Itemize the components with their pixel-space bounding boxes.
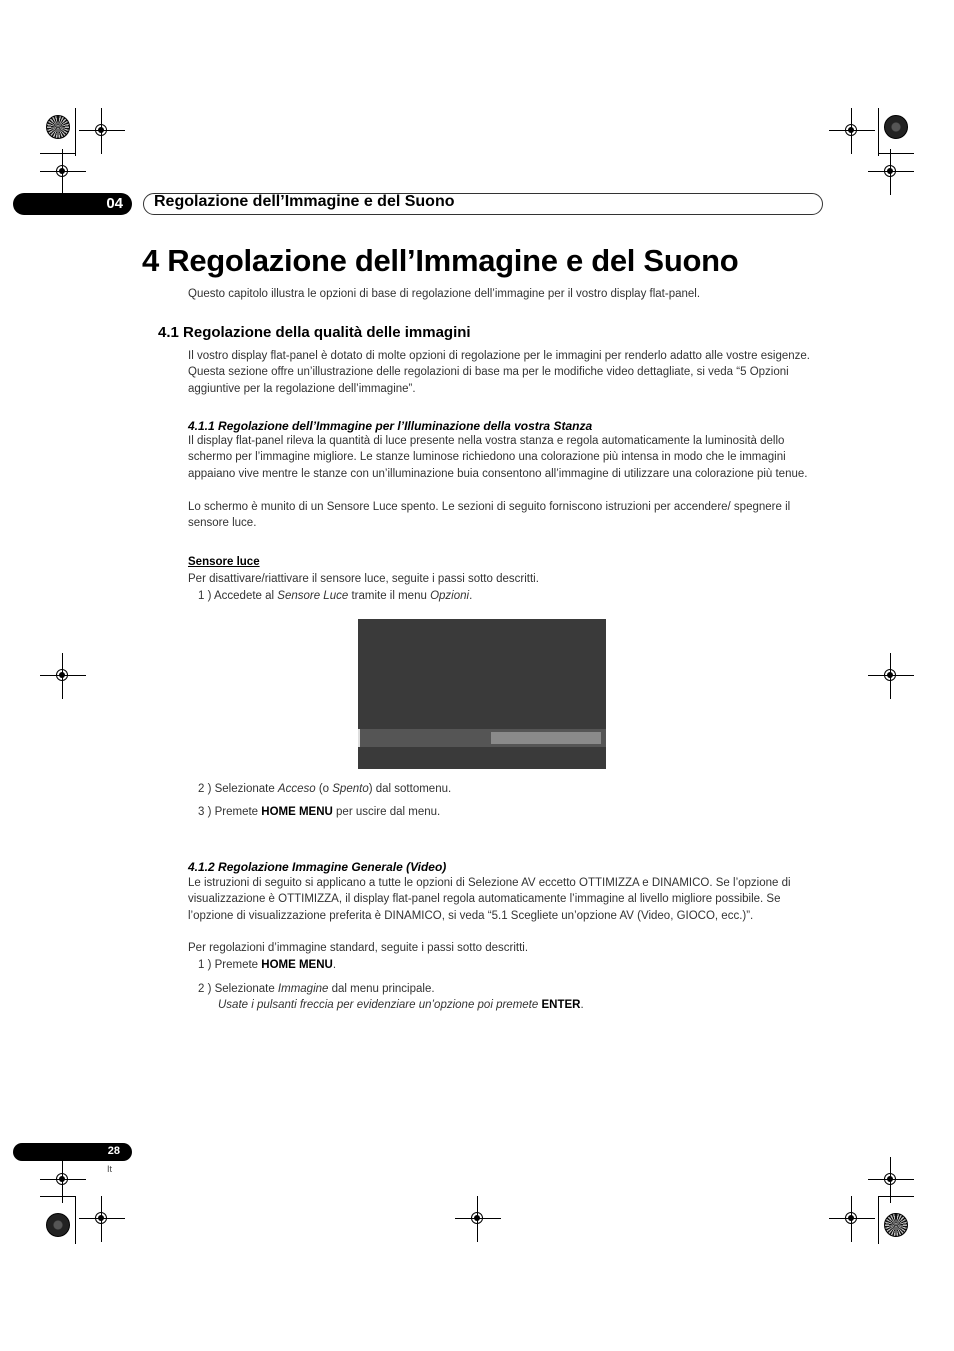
trim-line bbox=[40, 153, 76, 154]
menu-value-field bbox=[491, 732, 601, 744]
intro-paragraph: Questo capitolo illustra le opzioni di base di regolazione dell’immagine per il vostro display flat-panel. bbox=[188, 288, 701, 300]
menu-screenshot bbox=[358, 619, 606, 769]
trim-line bbox=[878, 1196, 914, 1197]
step-item: 2 ) Selezionate Acceso (o Spento) dal sottomenu. bbox=[198, 783, 452, 795]
trim-line bbox=[878, 1196, 879, 1244]
section-paragraph: Le istruzioni di seguito si applicano a tutte le opzioni di Selezione AV eccetto OTTIMIZZA e DINAMICO. Se l’opzione di visualizzazione è OTTIMIZZA, il display flat-panel regola automaticamente l’immagine al livello migliore possibile. Se l’opzione di visualizzazione preferita è DINAMICO, si veda “5.1 Scegliete un’opzione AV (Video, GIOCO, ecc.)”. bbox=[188, 877, 791, 922]
crop-mark-icon bbox=[40, 653, 86, 699]
crop-mark-icon bbox=[868, 149, 914, 195]
trim-line bbox=[878, 108, 879, 156]
crop-mark-icon bbox=[829, 108, 875, 154]
page-title: 4 Regolazione dell’Immagine e del Suono bbox=[142, 243, 739, 278]
subsection-heading: 4.1.2 Regolazione Immagine Generale (Video) bbox=[188, 860, 447, 874]
registration-target-icon bbox=[884, 1213, 908, 1237]
registration-target-icon bbox=[884, 115, 908, 139]
trim-line bbox=[878, 153, 914, 154]
subsection-heading: 4.1.1 Regolazione dell’Immagine per l’Illuminazione della vostra Stanza bbox=[188, 419, 593, 433]
registration-target-icon bbox=[46, 115, 70, 139]
step-item: 1 ) Premete HOME MENU. bbox=[198, 959, 337, 971]
crop-mark-icon bbox=[868, 653, 914, 699]
crop-mark-icon bbox=[79, 1196, 125, 1242]
crop-mark-icon bbox=[79, 108, 125, 154]
chapter-number: 04 bbox=[106, 195, 123, 212]
registration-target-icon bbox=[46, 1213, 70, 1237]
trim-line bbox=[75, 1196, 76, 1244]
crop-mark-icon bbox=[40, 149, 86, 195]
page-number-badge bbox=[13, 1143, 132, 1161]
subheading-sensore-luce: Sensore luce bbox=[188, 556, 260, 568]
chapter-badge bbox=[13, 193, 132, 215]
section-paragraph: Il display flat-panel rileva la quantità di luce presente nella vostra stanza e regola automaticamente la luminosità dello schermo per l’immagine migliore. Le stanze luminose richiedono una colorazione più intensa in modo che le immagini appaiano vive mentre le stanze con un’illuminazione buia consentono all’immagine di utilizzare una colorazione più tenue. bbox=[188, 435, 808, 480]
section-paragraph: Lo schermo è munito di un Sensore Luce spento. Le sezioni di seguito forniscono istruzioni per accendere/ spegnere il sensore luce. bbox=[188, 501, 791, 530]
crop-mark-icon bbox=[455, 1196, 501, 1242]
section-paragraph: Per regolazioni d’immagine standard, seguite i passi sotto descritti. bbox=[188, 942, 529, 954]
running-header-title: Regolazione dell’Immagine e del Suono bbox=[154, 193, 455, 210]
menu-highlight-row bbox=[358, 729, 606, 747]
section-heading: 4.1 Regolazione della qualità delle immagini bbox=[158, 324, 471, 341]
step-item: 3 ) Premete HOME MENU per uscire dal menu. bbox=[198, 806, 441, 818]
trim-line bbox=[75, 108, 76, 156]
step-item: 1 ) Accedete al Sensore Luce tramite il menu Opzioni. bbox=[198, 590, 473, 602]
page-number: 28 bbox=[107, 1145, 120, 1157]
step-item: 2 ) Selezionate Immagine dal menu principale. bbox=[198, 983, 435, 995]
language-code: It bbox=[107, 1164, 113, 1174]
section-paragraph: Il vostro display flat-panel è dotato di molte opzioni di regolazione per le immagini per renderlo adatto alle vostre esigenze. Questa sezione offre un’illustrazione delle regolazioni di base ma per le modifiche video dettagliate, si veda “5 Opzioni aggiuntive per la regolazione dell’immagine”. bbox=[188, 350, 810, 395]
trim-line bbox=[40, 1196, 76, 1197]
section-paragraph: Per disattivare/riattivare il sensore luce, seguite i passi sotto descritti. bbox=[188, 573, 539, 585]
step-note: Usate i pulsanti freccia per evidenziare un’opzione poi premete ENTER. bbox=[218, 999, 584, 1011]
